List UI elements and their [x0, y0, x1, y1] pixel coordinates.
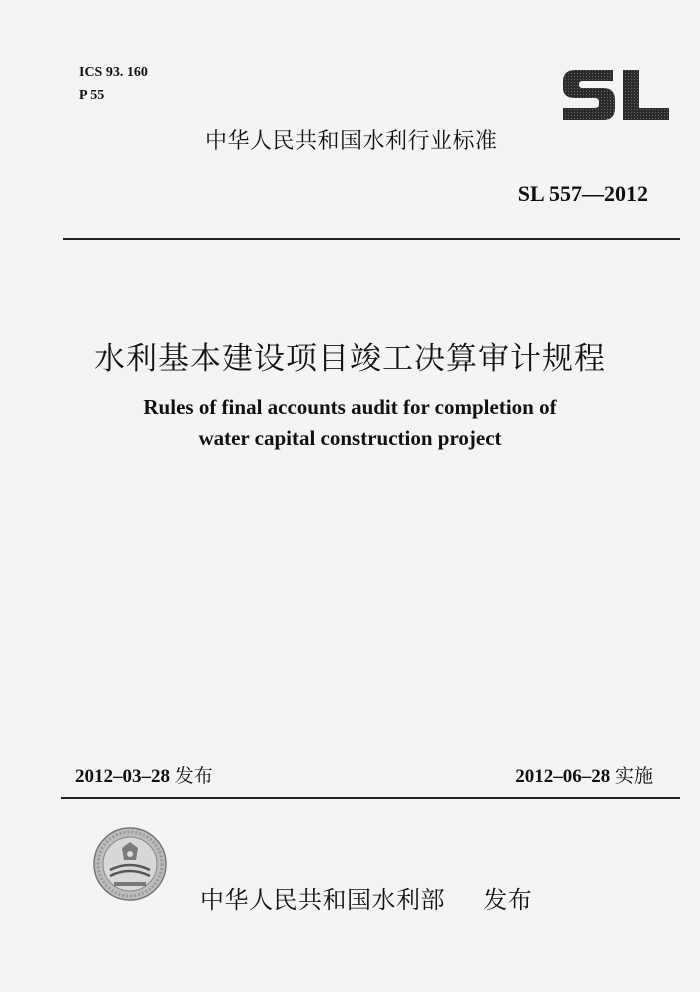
ics-code: ICS 93. 160 [79, 65, 148, 80]
implement-date-block [515, 761, 653, 788]
issue-label: 发布 [174, 765, 213, 787]
bottom-divider [61, 797, 680, 799]
standard-number: SL 557—2012 [517, 181, 648, 206]
english-title-line-1: Rules of final accounts audit for completion of [143, 395, 557, 419]
english-title [0, 392, 700, 454]
chinese-title: 水利基本建设项目竣工决算审计规程 [94, 341, 606, 377]
english-title-line-2: water capital construction project [198, 426, 502, 450]
publish-label: 发布 [483, 886, 533, 914]
implement-label: 实施 [614, 765, 653, 787]
ministry-seal-icon [92, 826, 168, 902]
sl-logo-icon [561, 66, 671, 122]
issue-date-block [75, 761, 213, 788]
industry-standard-title: 中华人民共和国水利行业标准 [205, 129, 498, 154]
top-divider [63, 238, 680, 240]
ccs-code: P 55 [79, 88, 105, 103]
publisher-name: 中华人民共和国水利部 [200, 886, 445, 914]
implement-date: 2012–06–28 [515, 766, 611, 787]
publisher-line [200, 880, 532, 915]
classification-codes [79, 61, 148, 107]
issue-date: 2012–03–28 [75, 766, 170, 787]
